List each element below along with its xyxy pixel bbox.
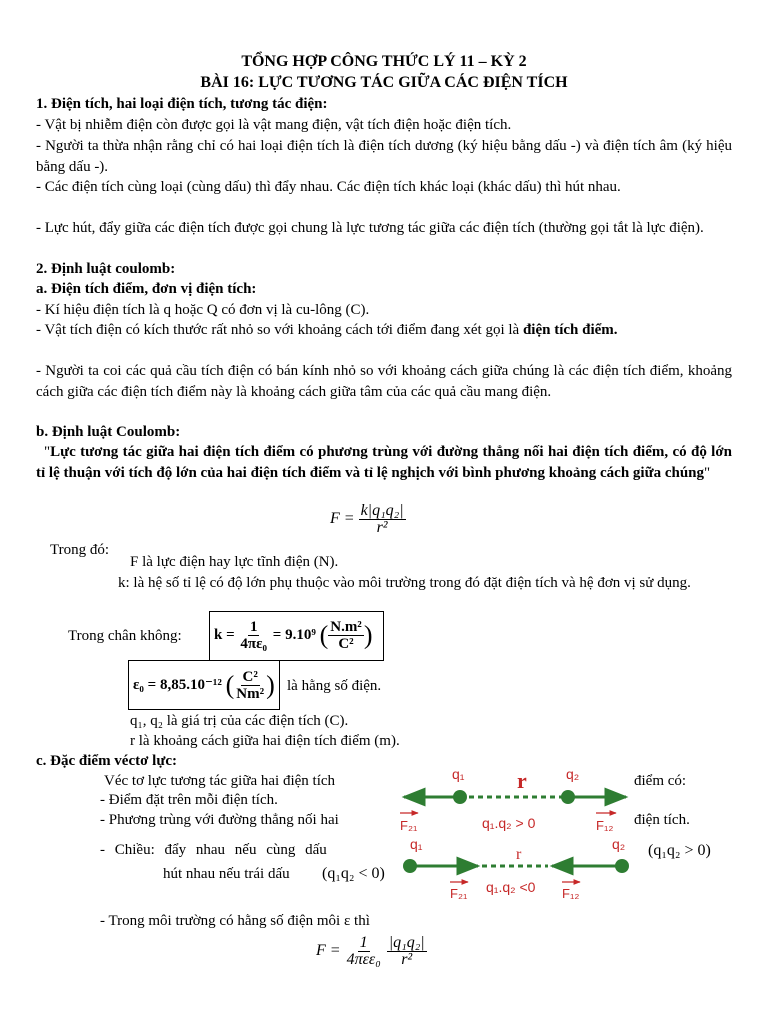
coulomb-law-statement bbox=[36, 442, 732, 483]
label-f12-bottom: F₁₂ bbox=[562, 886, 580, 901]
k-lhs: k = bbox=[214, 627, 235, 643]
label-f21-top: F₂₁ bbox=[400, 818, 418, 833]
label-r-top: r bbox=[517, 768, 527, 793]
vacuum-label: Trong chân không: bbox=[68, 628, 182, 644]
coulomb-law-text: Lực tương tác giữa hai điện tích điểm có phương trùng với đường thẳng nối hai điện tích điểm, có độ lớn tỉ lệ thuận với tích độ lớn của hai điện tích điểm và tỉ lệ nghịch với bình phương khoảng cách giữa chúng bbox=[36, 444, 732, 481]
quote-close: " bbox=[704, 464, 711, 481]
document-title: TỔNG HỢP CÔNG THỨC LÝ 11 – KỲ 2 bbox=[241, 53, 527, 70]
formula-f-denominator: r² bbox=[376, 518, 388, 536]
c-line-3: - Phương trùng với đường thẳng nối hai bbox=[100, 812, 339, 828]
formula-f-lhs: F = bbox=[330, 510, 355, 527]
epsilon-unit-denominator: Nm² bbox=[236, 686, 265, 703]
definition-k: k: là hệ số tỉ lệ có độ lớn phụ thuộc vào môi trường trong đó đặt điện tích và hệ đơn vị sử dụng. bbox=[118, 575, 691, 591]
c-line-4: - Chiều: đẩy nhau nếu cùng dấu bbox=[100, 842, 327, 858]
label-condition-bottom: q₁.q₂ <0 bbox=[486, 879, 536, 895]
label-q1-top: q₁ bbox=[452, 766, 465, 782]
formula-f2-num2: |q₁q₂| bbox=[388, 933, 425, 951]
epsilon-formula: ε₀ = 8,85.10⁻¹² ( $\frac{\text{C²}}{\text{Nm²}}$ ) bbox=[133, 669, 275, 703]
formula-f-numerator: k|q₁q₂| bbox=[360, 501, 404, 519]
label-f21-bottom: F₂₁ bbox=[450, 886, 468, 901]
coulomb-formula bbox=[330, 500, 406, 538]
quote-open: " bbox=[44, 444, 51, 460]
definition-f: F là lực điện hay lực tĩnh điện (N). bbox=[130, 554, 339, 570]
attract-condition: (q₁q₂ < 0) bbox=[322, 865, 385, 882]
epsilon-note: là hằng số điện. bbox=[287, 678, 382, 694]
point-charge-term: điện tích điểm. bbox=[522, 322, 618, 338]
k-unit-denominator: C² bbox=[338, 636, 354, 653]
section-2c-heading: c. Đặc điểm véctơ lực: bbox=[36, 753, 177, 769]
charge-q1-bottom bbox=[403, 859, 417, 873]
label-q2-bottom: q₂ bbox=[612, 836, 626, 852]
s1-paragraph-3: - Các điện tích cùng loại (cùng dấu) thì đẩy nhau. Các điện tích khác loại (khác dấu) thì hút nhau. bbox=[36, 179, 621, 195]
lesson-title: BÀI 16: LỰC TƯƠNG TÁC GIỮA CÁC ĐIỆN TÍCH bbox=[200, 74, 568, 91]
formula-f2-lhs: F = bbox=[316, 942, 341, 959]
trong-do-label: Trong đó: bbox=[50, 542, 110, 558]
k-unit-numerator: N.m² bbox=[330, 619, 362, 636]
formula-f2-den1: 4πεε₀ bbox=[346, 950, 381, 968]
label-q2-top: q₂ bbox=[566, 766, 580, 782]
s2a-paragraph-3: - Người ta coi các quả cầu tích điện có bán kính nhỏ so với khoảng cách giữa chúng là các điện tích điểm, khoảng cách giữa các điện tích điểm này là khoảng cách giữa tâm của các quả cầu mang điện. bbox=[36, 363, 732, 400]
epsilon-lhs: ε₀ = 8,85.10⁻¹² bbox=[133, 677, 222, 693]
section-2a-heading: a. Điện tích điểm, đơn vị điện tích: bbox=[36, 281, 257, 297]
c-line-6: - Trong môi trường có hằng số điện môi ε thì bbox=[100, 913, 370, 929]
section-1-heading: 1. Điện tích, hai loại điện tích, tương tác điện: bbox=[36, 96, 328, 112]
definition-q: q₁, q₂ là giá trị của các điện tích (C). bbox=[130, 713, 349, 729]
c-line-5: hút nhau nếu trái dấu bbox=[163, 866, 290, 882]
repel-condition: (q₁q₂ > 0) bbox=[648, 842, 711, 859]
charge-q1-top bbox=[453, 790, 467, 804]
label-q1-bottom: q₁ bbox=[410, 836, 423, 852]
k-formula: k = $\frac{1}{\text{4πε₀}}$ = 9.10⁹ ( $\frac{\text{N.m²}}{\text{C²}}$ ) bbox=[214, 619, 373, 653]
c-line-2: - Điểm đặt trên mỗi điện tích. bbox=[100, 792, 278, 808]
k-numerator: 1 bbox=[249, 619, 258, 636]
s1-paragraph-2: - Người ta thừa nhận rằng chỉ có hai loại điện tích là điện tích dương (ký hiệu bằng dấu -) và điện tích âm (ký hiệu bằng dấu -). bbox=[36, 138, 732, 175]
c-line-1-end: điểm có: bbox=[634, 773, 687, 789]
s1-paragraph-1: - Vật bị nhiễm điện còn được gọi là vật mang điện, vật tích điện hoặc điện tích. bbox=[36, 117, 512, 133]
epsilon-unit-numerator: C² bbox=[242, 669, 258, 686]
c-line-3-end: điện tích. bbox=[634, 812, 690, 828]
c-line-1: Véc tơ lực tương tác giữa hai điện tích bbox=[104, 773, 336, 789]
force-vector-diagram bbox=[390, 762, 640, 902]
section-2-heading: 2. Định luật coulomb: bbox=[36, 261, 176, 277]
s2a-paragraph-1: - Kí hiệu điện tích là q hoặc Q có đơn vị là cu-lông (C). bbox=[36, 302, 370, 318]
s2a-paragraph-2 bbox=[36, 320, 732, 341]
label-condition-top: q₁.q₂ > 0 bbox=[482, 815, 536, 831]
label-r-bottom: r bbox=[516, 846, 522, 863]
dielectric-formula bbox=[316, 930, 427, 972]
k-value: = 9.10⁹ bbox=[272, 627, 316, 643]
charge-q2-bottom bbox=[615, 859, 629, 873]
k-denominator: 4πε₀ bbox=[240, 636, 268, 653]
label-f12-top: F₁₂ bbox=[596, 818, 614, 833]
s2a-paragraph-2-text: - Vật tích điện có kích thước rất nhỏ so với khoảng cách tới điểm đang xét gọi là bbox=[36, 322, 523, 338]
s1-paragraph-4: - Lực hút, đẩy giữa các điện tích được gọi chung là lực tương tác giữa các điện tích (thường gọi tắt là lực điện). bbox=[36, 220, 704, 236]
charge-q2-top bbox=[561, 790, 575, 804]
formula-f2-num1: 1 bbox=[359, 933, 368, 951]
formula-f2-den2: r² bbox=[401, 950, 413, 968]
definition-r: r là khoảng cách giữa hai điện tích điểm (m). bbox=[130, 733, 400, 749]
section-2b-heading: b. Định luật Coulomb: bbox=[36, 424, 181, 440]
